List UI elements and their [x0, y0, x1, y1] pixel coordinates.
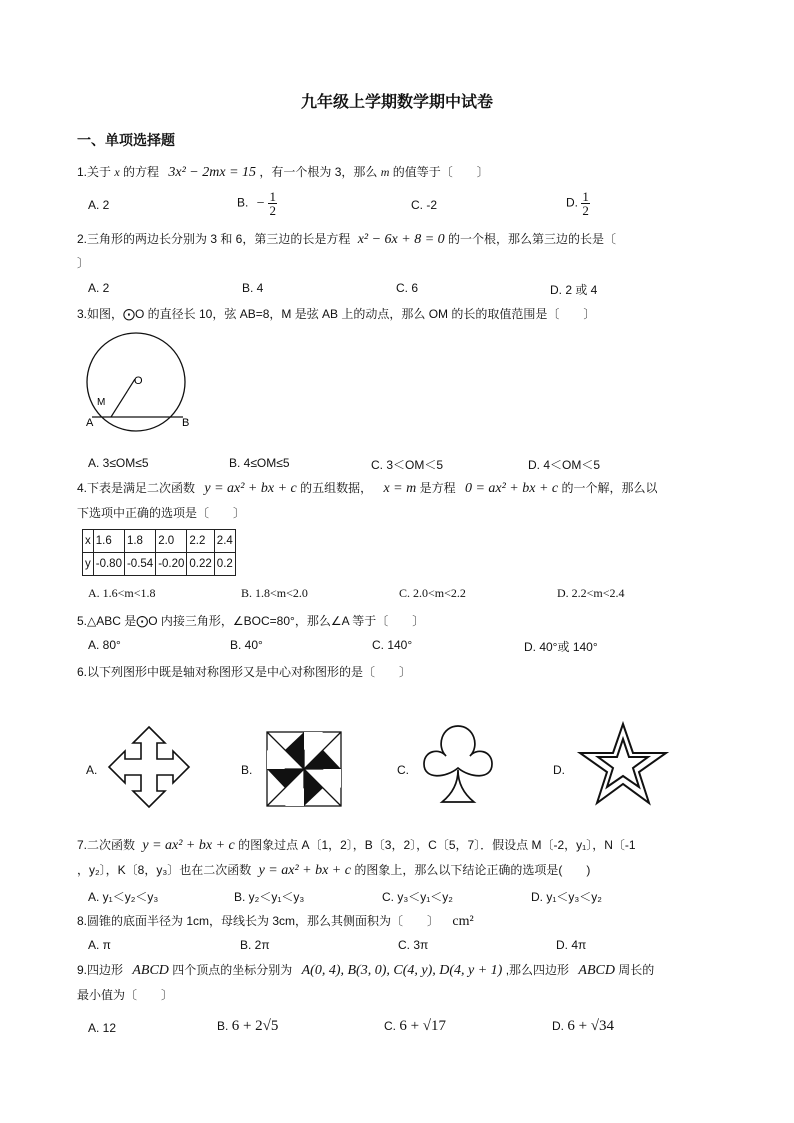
q9-option-c-label: C. — [384, 1019, 396, 1033]
q9-text2: 四个顶点的坐标分别为 — [172, 963, 293, 977]
circle-diagram — [80, 330, 195, 435]
q3-option-a[interactable]: A. 3≤OM≤5 — [88, 456, 149, 470]
q9-abcd: ABCD — [132, 963, 169, 978]
q9-option-a[interactable]: A. 12 — [88, 1021, 117, 1035]
table-cell: 0.22 — [187, 553, 214, 576]
q1-option-b-sign: − — [255, 195, 266, 211]
q6-option-d[interactable]: D. — [553, 763, 565, 777]
club-icon — [418, 722, 498, 806]
q6-option-b[interactable]: B. — [241, 763, 253, 777]
table-cell: 1.6 — [93, 530, 124, 553]
q4-text1: 4.下表是满足二次函数 — [77, 481, 196, 495]
q4-option-b[interactable]: B. 1.8<m<2.0 — [241, 586, 308, 600]
q6-option-a[interactable]: A. — [86, 763, 98, 777]
label-o: O — [134, 375, 143, 387]
q8-option-c[interactable]: C. 3π — [398, 938, 429, 952]
q2-text1: 2.三角形的两边长分别为 3 和 6，第三边的长是方程 — [77, 232, 351, 246]
q8-option-a[interactable]: A. π — [88, 938, 111, 952]
q2-option-b[interactable]: B. 4 — [242, 281, 264, 295]
q3-option-d[interactable]: D. 4＜OM＜5 — [528, 458, 601, 472]
q2-text2: 的一个根，那么第三边的长是〔 — [448, 232, 617, 246]
q4-equation-3: 0 = ax² + bx + c — [464, 481, 559, 496]
q9-coords: A(0, 4), B(3, 0), C(4, y), D(4, y + 1) — [301, 963, 503, 978]
question-2 — [77, 230, 616, 248]
q7-option-a[interactable]: A. y₁＜y₂＜y₃ — [88, 890, 159, 904]
q7-text4: 的图象上，那么以下结论正确的选项是( ) — [354, 863, 591, 877]
question-5: 5.△ABC 是⨀O 内接三角形，∠BOC=80°，那么∠A 等于〔 〕 — [77, 614, 425, 628]
q9-abcd-2: ABCD — [578, 963, 615, 978]
q7-option-c[interactable]: C. y₃＜y₁＜y₂ — [382, 890, 453, 904]
q3-option-b[interactable]: B. 4≤OM≤5 — [229, 456, 290, 470]
table-cell: 2.0 — [156, 530, 187, 553]
q9-text1: 9.四边形 — [77, 963, 124, 977]
q9-option-c[interactable] — [384, 1018, 446, 1035]
q4-text4: 的一个解，那么以 — [561, 481, 658, 495]
table-cell: -0.54 — [124, 553, 155, 576]
q1-option-b-label: B. — [237, 195, 249, 210]
q1-option-b-fraction: $\frac{1}{2}$ — [269, 189, 276, 218]
q9-option-c-value: 6 + √17 — [399, 1018, 447, 1034]
q2-text3: 〕 — [77, 256, 90, 270]
q1-equation: 3x² − 2mx = 15 — [168, 165, 257, 180]
q1-var-x: x — [114, 165, 120, 179]
q4-equation-1: y = ax² + bx + c — [204, 481, 297, 496]
q8-unit: cm² — [452, 914, 474, 929]
page-title: 九年级上学期数学期中试卷 — [300, 92, 493, 111]
table-cell: y — [83, 553, 94, 576]
question-1 — [77, 163, 489, 181]
q5-option-b[interactable]: B. 40° — [230, 638, 263, 652]
q5-option-c[interactable]: C. 140° — [372, 638, 413, 652]
four-arrows-icon — [107, 725, 191, 809]
q9-option-d-label: D. — [552, 1019, 564, 1033]
q7-option-d[interactable]: D. y₁＜y₃＜y₂ — [531, 890, 602, 904]
q7-equation-2: y = ax² + bx + c — [258, 863, 351, 878]
q2-equation: x² − 6x + 8 = 0 — [357, 232, 445, 247]
question-4 — [77, 479, 658, 497]
q4-option-a[interactable]: A. 1.6<m<1.8 — [88, 586, 156, 600]
q2-option-d[interactable]: D. 2 或 4 — [550, 283, 598, 297]
table-cell: 2.4 — [214, 530, 235, 553]
q7-equation: y = ax² + bx + c — [142, 838, 235, 853]
q9-option-d-value: 6 + √34 — [567, 1018, 615, 1034]
q1-var-m: m — [380, 165, 390, 179]
label-m: M — [97, 397, 106, 408]
question-9 — [77, 961, 654, 979]
q4-option-d[interactable]: D. 2.2<m<2.4 — [557, 586, 625, 600]
question-3: 3.如图，⨀O 的直径长 10，弦 AB=8，M 是弦 AB 上的动点，那么 OM 的长的取值范围是〔 〕 — [77, 307, 596, 321]
q7-option-b[interactable]: B. y₂＜y₁＜y₃ — [234, 890, 305, 904]
label-a: A — [86, 417, 94, 429]
pinwheel-icon — [266, 731, 342, 807]
table-cell: -0.20 — [156, 553, 187, 576]
q7-text1: 7.二次函数 — [77, 838, 136, 852]
q5-option-a[interactable]: A. 80° — [88, 638, 121, 652]
q1-end: 的值等于〔 〕 — [392, 165, 489, 179]
q4-text5: 下选项中正确的选项是〔 〕 — [77, 506, 246, 520]
table-cell: 1.8 — [124, 530, 155, 553]
q3-option-c[interactable]: C. 3＜OM＜5 — [371, 458, 444, 472]
q2-option-c[interactable]: C. 6 — [396, 281, 419, 295]
q7-text2: 的图象过点 A〔1，2〕，B〔3，2〕，C〔5，7〕．假设点 M〔-2，y₁〕，N〔-1 — [238, 838, 636, 852]
q7-text3: ，y₂〕，K〔8，y₃〕也在二次函数 — [77, 863, 252, 877]
question-8 — [77, 912, 474, 930]
question-7 — [77, 836, 636, 854]
q4-text2: 的五组数据， — [300, 481, 373, 495]
q1-prefix: 1.关于 — [77, 165, 112, 179]
q9-option-b-value: 6 + 2√5 — [231, 1018, 279, 1034]
q1-option-a[interactable]: A. 2 — [88, 198, 110, 212]
q8-text: 8.圆锥的底面半径为 1cm，母线长为 3cm，那么其侧面积为〔 〕 — [77, 914, 440, 928]
q4-equation-2: x = m — [383, 481, 417, 496]
q9-text3: ,那么四边形 — [505, 963, 570, 977]
question-6: 6.以下列图形中既是轴对称图形又是中心对称图形的是〔 〕 — [77, 665, 412, 679]
data-table — [82, 529, 236, 576]
q1-suffix: ，有一个根为 3，那么 — [259, 165, 378, 179]
q9-option-d[interactable] — [552, 1018, 614, 1035]
q9-text4: 周长的 — [618, 963, 655, 977]
table-cell: -0.80 — [93, 553, 124, 576]
q9-option-b-label: B. — [217, 1019, 229, 1033]
table-cell: 0.2 — [214, 553, 235, 576]
q8-option-b[interactable]: B. 2π — [240, 938, 270, 952]
q4-option-c[interactable]: C. 2.0<m<2.2 — [399, 586, 466, 600]
q6-option-c[interactable]: C. — [397, 763, 409, 777]
q8-option-d[interactable]: D. 4π — [556, 938, 587, 952]
q1-mid: 的方程 — [123, 165, 160, 179]
q1-option-d-fraction: $\frac{1}{2}$ — [582, 189, 589, 218]
q1-option-c[interactable]: C. -2 — [411, 198, 438, 212]
table-cell: 2.2 — [187, 530, 214, 553]
q9-option-b[interactable] — [217, 1018, 278, 1035]
q9-text5: 最小值为〔 〕 — [77, 988, 174, 1002]
q2-option-a[interactable]: A. 2 — [88, 281, 110, 295]
q1-option-b[interactable] — [237, 190, 277, 217]
table-row — [83, 553, 236, 576]
table-row — [83, 530, 236, 553]
q4-text3: 是方程 — [419, 481, 456, 495]
segment-om — [111, 379, 135, 417]
section-heading: 一、单项选择题 — [77, 132, 175, 148]
label-b: B — [182, 417, 190, 429]
star-icon — [578, 722, 668, 806]
q1-option-d-label: D. — [566, 195, 578, 210]
question-7-line2 — [77, 861, 590, 879]
table-cell: x — [83, 530, 94, 553]
q1-option-d[interactable] — [566, 190, 590, 217]
q5-option-d[interactable]: D. 40°或 140° — [524, 640, 598, 654]
